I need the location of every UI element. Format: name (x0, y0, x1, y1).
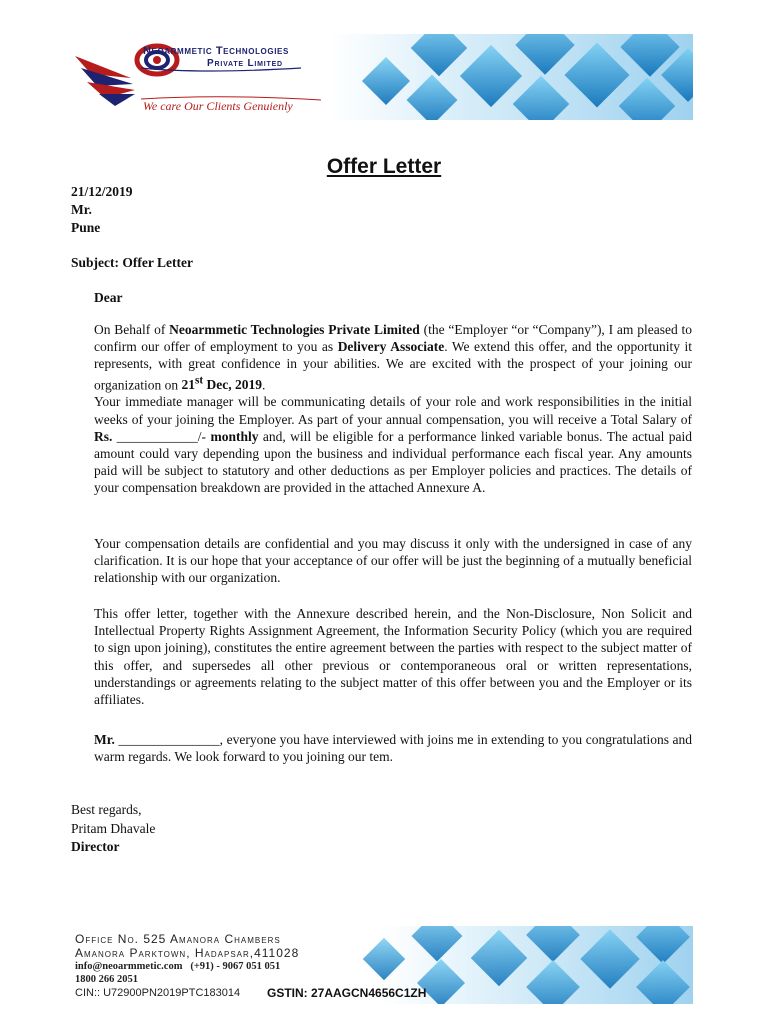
footer-cin: CIN:: U72900PN2019PTC183014 (75, 987, 241, 999)
letterhead-banner (69, 34, 693, 120)
company-tagline: We care Our Clients Genuienly (143, 99, 293, 113)
letter-date: 21/12/2019 (71, 184, 133, 199)
footer-email[interactable]: info@neoarmmetic.com (75, 961, 183, 972)
paragraph-confidentiality: Your compensation details are confidential and you may discuss it only with the undersigned in case of any clarification. It is our hope that your acceptance of our offer will be just the beginning of a mutually beneficial relationship with our organization. (94, 536, 692, 586)
footer-banner (69, 926, 693, 1004)
letter-subject: Subject: Offer Letter (71, 255, 193, 270)
footer-tollfree: 1800 266 2051 (75, 974, 138, 985)
p1-text-1: On Behalf of (94, 322, 170, 337)
p5-text: _______________, everyone you have interviewed with joins me in extending to you congratulations and warm regards. We look forward to you joining our tem. (94, 732, 692, 765)
paragraph-agreement: This offer letter, together with the Annexure described herein, and the Non-Disclosure, Non Solicit and Intellectual Property Rights Assignment Agreement, the Information Security Policy (which you are required to sign upon joining), constitutes the entire agreement between the parties with respect to the subject matter of this offer, and supersedes all other previous or contemporaneous oral or written representations, understandings or agreements relating to the subject matter of this offer between you and the Employer or its affiliates. (94, 606, 692, 708)
p1-day: 21 (181, 377, 195, 393)
salutation: Dear (94, 290, 123, 305)
company-sub: Private Limited (207, 58, 283, 69)
recipient-name: Mr. (71, 202, 92, 217)
p1-position: Delivery Associate (337, 339, 445, 355)
p1-month-year: Dec, 2019 (203, 377, 262, 393)
recipient-city: Pune (71, 220, 101, 235)
paragraph-congratulations (94, 731, 692, 765)
p2-text-3: and, will be eligible for a performance linked variable bonus. The actual paid amount could vary depending upon the business and individual performance each fiscal year. Any amounts paid will be subject to statutory and other deductions as per Employer policies and practices. The details of your compensation breakdown are provided in the attached Annexure A. (94, 428, 692, 496)
paragraph-offer (94, 321, 692, 497)
p1-text-2: (the “Employer “or “Company”), I am pleased to confirm our offer of employment to you as (94, 322, 693, 355)
p1-text-4: . (261, 377, 266, 393)
p2-currency: Rs. (94, 428, 113, 444)
p1-join-date (181, 374, 262, 393)
p1-company: Neoarmmetic Technologies Private Limited (169, 322, 420, 337)
footer-phone: (+91) - 9067 051 051 (190, 961, 281, 972)
document-title: Offer Letter (326, 155, 442, 178)
p1-day-suffix: st (194, 374, 204, 387)
footer-gstin: GSTIN: 27AAGCN4656C1ZH (267, 986, 427, 1000)
footer-contact (75, 961, 280, 972)
footer-address-2: Amanora Parktown, Hadapsar,411028 (75, 946, 300, 960)
p5-title: Mr. (94, 732, 115, 747)
p2-text-1: Your immediate manager will be communicating details of your role and work responsibilities in the initial weeks of your joining the Employer. As part of your annual compensation, you will receive a Total Salary of (94, 394, 692, 427)
p2-period: monthly (210, 428, 259, 444)
company-name: Neoarmmetic Technologies (143, 45, 289, 57)
closing: Best regards, (71, 802, 142, 817)
signatory-name: Pritam Dhavale (71, 821, 156, 836)
footer-address-1: Office No. 525 Amanora Chambers (75, 932, 281, 946)
p1-text-3: . We extend this offer, and the opportunity it represents, with great confidence in your abilities. We are excited with the prospect of your joining our organization on (94, 339, 692, 393)
signatory-role: Director (71, 839, 120, 854)
p2-salary-blank: ____________/- (112, 428, 211, 444)
